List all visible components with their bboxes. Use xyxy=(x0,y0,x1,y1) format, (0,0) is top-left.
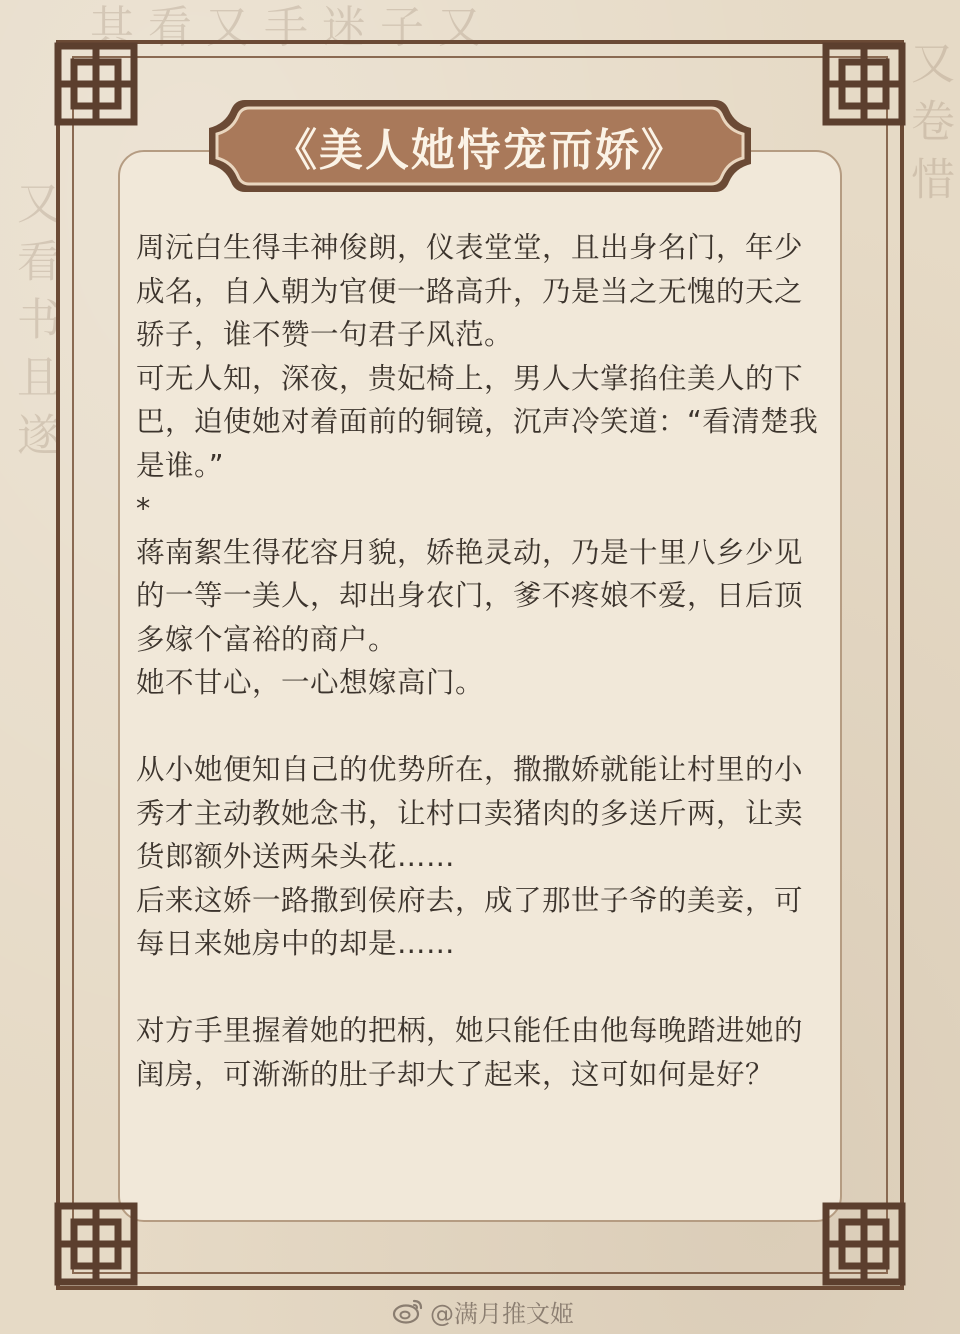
background-calligraphy-left: 又看书且遂 xyxy=(9,180,60,470)
blank-line xyxy=(136,966,826,1010)
watermark-text: @满月推文姬 xyxy=(430,1299,574,1328)
paragraph: 周沅白生得丰神俊朗，仪表堂堂，且出身名门，年少成名，自入朝为官便一路高升，乃是当之无愧的天之骄子，谁不赞一句君子风范。 xyxy=(136,231,804,351)
chinese-knot-icon xyxy=(52,1200,140,1288)
paragraph: 从小她便知自己的优势所在，撒撒娇就能让村里的小秀才主动教她念书，让村口卖猪肉的多送斤两，让卖货郎额外送两朵头花…… xyxy=(136,753,804,873)
separator-asterisk: * xyxy=(136,492,151,525)
blank-line xyxy=(136,705,826,749)
paragraph: 后来这娇一路撒到侯府去，成了那世子爷的美妾，可每日来她房中的却是…… xyxy=(136,883,804,960)
paragraph: 对方手里握着她的把柄，她只能任由他每晚踏进她的闺房，可渐渐的肚子却大了起来，这可如何是好？ xyxy=(136,1014,804,1091)
paragraph: 她不甘心，一心想嫁高门。 xyxy=(136,666,485,699)
paragraph: 可无人知，深夜，贵妃椅上，男人大掌掐住美人的下巴，迫使她对着面前的铜镜，沉声冷笑道：“看清楚我是谁。” xyxy=(136,361,819,482)
chinese-knot-icon xyxy=(52,40,140,128)
watermark xyxy=(392,1294,574,1328)
chinese-knot-icon xyxy=(820,40,908,128)
page-title: 《美人她恃宠而娇》 xyxy=(273,125,687,176)
chinese-knot-icon xyxy=(820,1200,908,1288)
weibo-icon xyxy=(392,1297,424,1325)
background-calligraphy-right: 又卷惜 xyxy=(903,40,954,214)
paragraph: 蒋南絮生得花容月貌，娇艳灵动，乃是十里八乡少见的一等一美人，却出身农门，爹不疼娘不爱，日后顶多嫁个富裕的商户。 xyxy=(136,535,804,656)
background-calligraphy-top: 其看又手迷子又 xyxy=(90,2,496,53)
synopsis-text xyxy=(136,226,826,1096)
